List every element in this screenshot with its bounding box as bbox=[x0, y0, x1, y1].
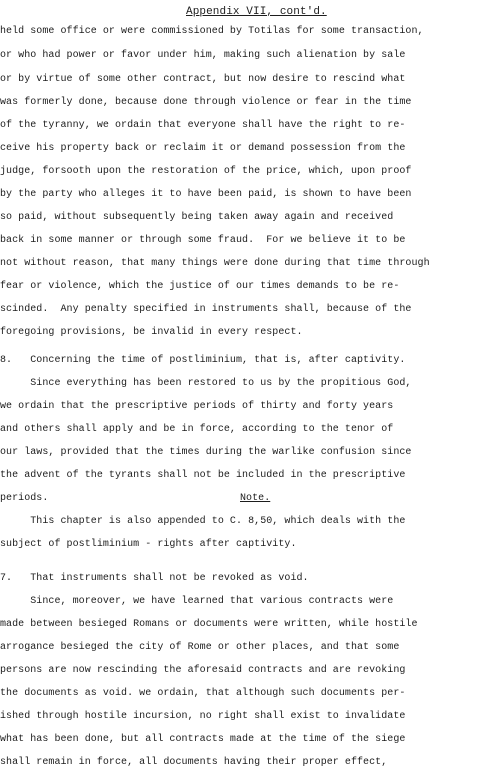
text-line: and others shall apply and be in force, according to the tenor of bbox=[0, 424, 394, 435]
text-line: the advent of the tyrants shall not be included in the prescriptive bbox=[0, 470, 406, 481]
text-line: scinded. Any penalty specified in instruments shall, because of the bbox=[0, 304, 412, 315]
text-line: persons are now rescinding the aforesaid contracts and are revoking bbox=[0, 665, 406, 676]
text-line: the documents as void. we ordain, that although such documents per- bbox=[0, 688, 406, 699]
text-line: back in some manner or through some fraud. For we believe it to be bbox=[0, 235, 406, 246]
text-line: subject of postliminium - rights after captivity. bbox=[0, 539, 297, 550]
text-line: ished through hostile incursion, no right shall exist to invalidate bbox=[0, 711, 406, 722]
text-line: ceive his property back or reclaim it or demand possession from the bbox=[0, 143, 406, 154]
text-line: Since everything has been restored to us by the propitious God, bbox=[0, 378, 412, 389]
section-heading: 7. That instruments shall not be revoked as void. bbox=[0, 573, 309, 584]
text-line: made between besieged Romans or documents were written, while hostile bbox=[0, 619, 418, 630]
note-heading: Note. bbox=[240, 493, 271, 504]
text-line: what has been done, but all contracts made at the time of the siege bbox=[0, 734, 406, 745]
text-line: periods. bbox=[0, 493, 49, 504]
text-line: or who had power or favor under him, making such alienation by sale bbox=[0, 50, 406, 61]
text-line: foregoing provisions, be invalid in every respect. bbox=[0, 327, 303, 338]
text-line: judge, forsooth upon the restoration of the price, which, upon proof bbox=[0, 166, 412, 177]
text-line: This chapter is also appended to C. 8,50, which deals with the bbox=[0, 516, 406, 527]
text-line: we ordain that the prescriptive periods of thirty and forty years bbox=[0, 401, 394, 412]
text-line: Since, moreover, we have learned that various contracts were bbox=[0, 596, 394, 607]
section-heading: 8. Concerning the time of postliminium, that is, after captivity. bbox=[0, 355, 406, 366]
text-line: so paid, without subsequently being taken away again and received bbox=[0, 212, 394, 223]
text-line: our laws, provided that the times during the warlike confusion since bbox=[0, 447, 412, 458]
text-line: of the tyranny, we ordain that everyone shall have the right to re- bbox=[0, 120, 406, 131]
text-line: by the party who alleges it to have been paid, is shown to have been bbox=[0, 189, 412, 200]
text-line: shall remain in force, all documents having their proper effect, bbox=[0, 757, 388, 768]
text-line: not without reason, that many things were done during that time through bbox=[0, 258, 430, 269]
text-line: or by virtue of some other contract, but now desire to rescind what bbox=[0, 74, 406, 85]
text-line: held some office or were commissioned by Totilas for some transaction, bbox=[0, 26, 424, 37]
text-line: fear or violence, which the justice of our times demands to be re- bbox=[0, 281, 400, 292]
text-line: arrogance besieged the city of Rome or other places, and that some bbox=[0, 642, 400, 653]
text-line: was formerly done, because done through violence or fear in the time bbox=[0, 97, 412, 108]
page-heading: Appendix VII, cont'd. bbox=[186, 6, 327, 18]
